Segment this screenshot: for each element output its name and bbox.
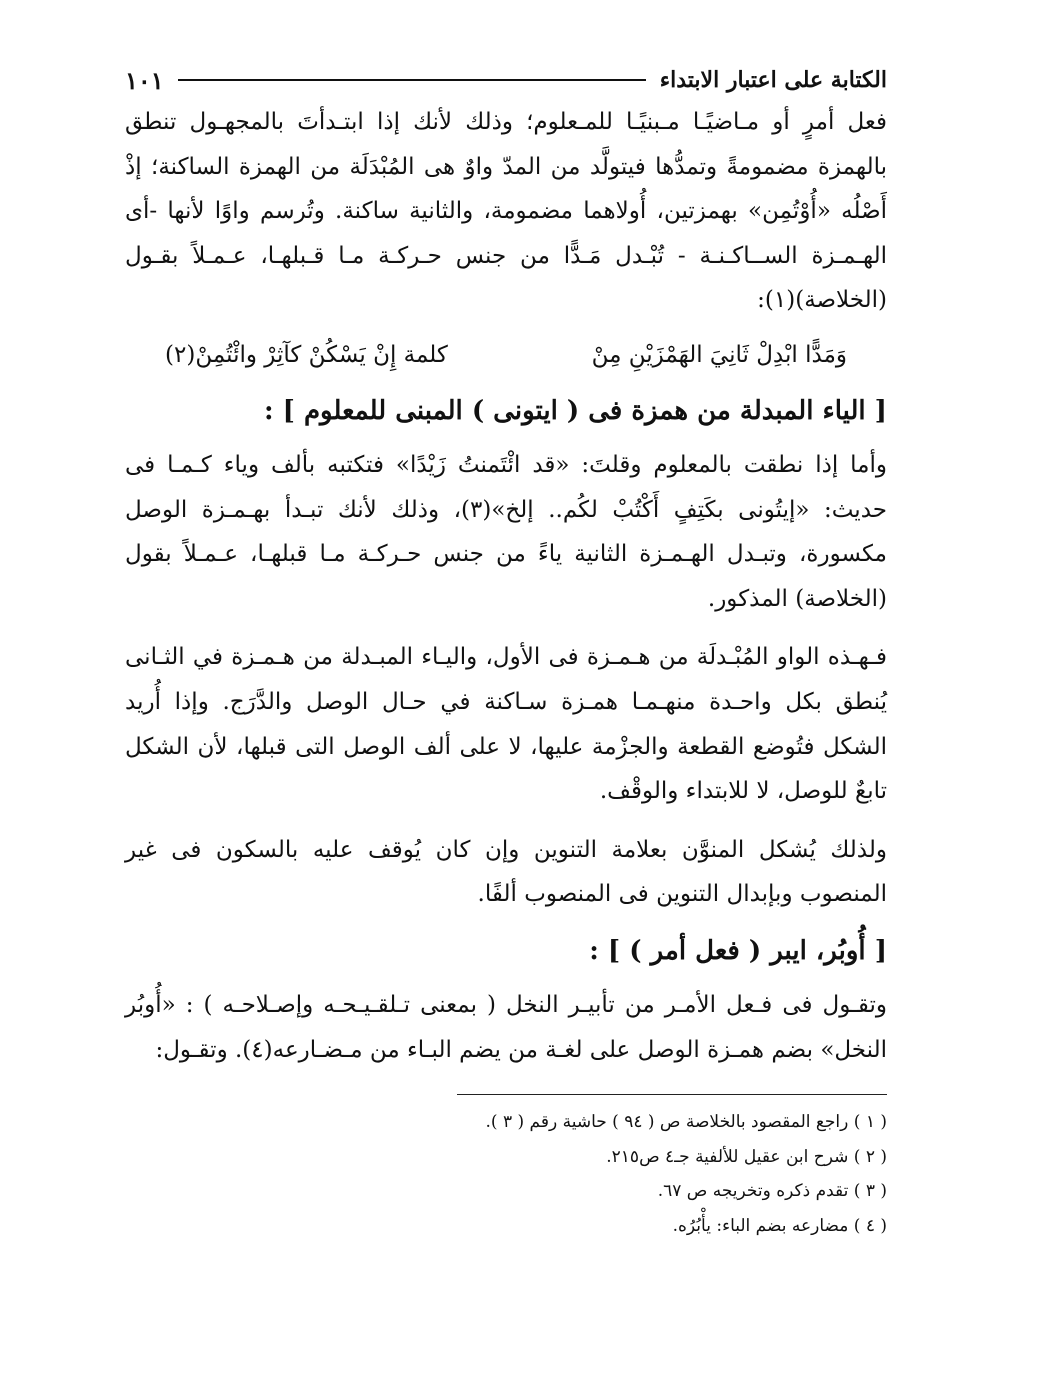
running-title: الكتابة على اعتبار الابتداء [659, 67, 887, 93]
paragraph-ya-2: فـهـذه الواو المُبْـدلَة من هـمـزة فى الأول، واليـاء المبـدلة من هـمـزة في الثـانى يُنطق بكل واحـدة منهـمـا همـزة سـاكنة في حـال الوصل والدَّرَج. وإذا أُريد الشكل فتُوضع القطعة والجزْمة عليها، لا على ألف الوصل التى قبلها، لأن الشكل تابعٌ للوصل، لا للابتداء والوقْف. [125, 644, 887, 805]
footnotes [125, 1105, 887, 1243]
paragraph-ya-3: ولذلك يُشكل المنوَّن بعلامة التنوين وإن كان يُوقف عليه بالسكون فى غير المنصوب وبإبدال التنوين فى المنصوب ألفًا. [125, 836, 887, 908]
section-heading-ya: [ الياء المبدلة من همزة فى ( ايتونى ) المبنى للمعلوم ] : [263, 395, 887, 426]
section-heading-awbur: [ أُوبُر، ايبر ( فعل أمر ) ] : [589, 935, 887, 966]
footnote-4: ( ٤ ) مضارعه بضم الباء: يأْبُرُه. [672, 1215, 887, 1236]
footnote-1: ( ١ ) راجع المقصود بالخلاصة ص ( ٩٤ ) حاشية رقم ( ٣ ). [485, 1112, 887, 1133]
footnote-rule [457, 1094, 887, 1095]
verse-line [165, 333, 847, 377]
verse-first-hemistich: وَمَدًّا ابْدِلْ ثَانِيَ الهَمْزَيْنِ مِنْ [591, 341, 847, 368]
paragraph-awbur-1: وتقـول فى فـعل الأمـر من تأبيـر النخل ( بمعنى تـلقـيـحـه وإصـلاحـه ) : «أُوبُر النخل» بضم همـزة الوصل على لغـة من يضم البـاء من مـضـارعه(٤). وتقـول: [125, 991, 887, 1063]
page-number: ١٠١ [125, 65, 164, 95]
header-rule [178, 79, 646, 81]
book-page [125, 60, 887, 1243]
running-header [125, 60, 887, 100]
intro-paragraph: فعل أمرٍ أو مـاضيًـا مـبنيًـا للمـعلوم؛ وذلك لأنك إذا ابتـدأتَ بالمجهـول تنطق بالهمزة مضمومةً وتمدُّها فيتولَّد من المدّ واوٌ هى المُبْدَلَة من الهمزة الساكنة؛ إذْ أَصْلُه «أُوْتُمِن» بهمزتين، أُولاهما مضمومة، والثانية ساكنة. وتُرسم واوًا لأنها -أى الهـمـزة الســاكـنـة - تُبْـدل مَـدًّا من جنس حـركـة مـا قـبلهـا، عـمـلاً بقـول (الخلاصة)(١): [125, 109, 887, 314]
verse-second-hemistich: كلمة إِنْ يَسْكُنْ كآثِرْ وائْتُمِنْ(٢) [165, 341, 448, 368]
footnote-3: ( ٣ ) تقدم ذكره وتخريجه ص ٦٧. [657, 1181, 887, 1202]
paragraph-ya-1: وأما إذا نطقت بالمعلوم وقلتَ: «قد ائْتَمنتُ زَيْدًا» فتكتبه بألف وياء كـمـا فى حديث: «إيتُونى بكَتِفٍ أَكْتُبْ لكُم.. إلخ»(٣)، وذلك لأنك تبـدأ بهـمـزة الوصل مكسورة، وتبـدل الهـمـزة الثانية ياءً من جنس حـركـة مـا قبلهـا، عـمـلاً بقول (الخلاصة) المذكور. [125, 451, 887, 612]
footnote-2: ( ٢ ) شرح ابن عقيل للألفية جـ٤ ص٢١٥. [606, 1146, 887, 1167]
